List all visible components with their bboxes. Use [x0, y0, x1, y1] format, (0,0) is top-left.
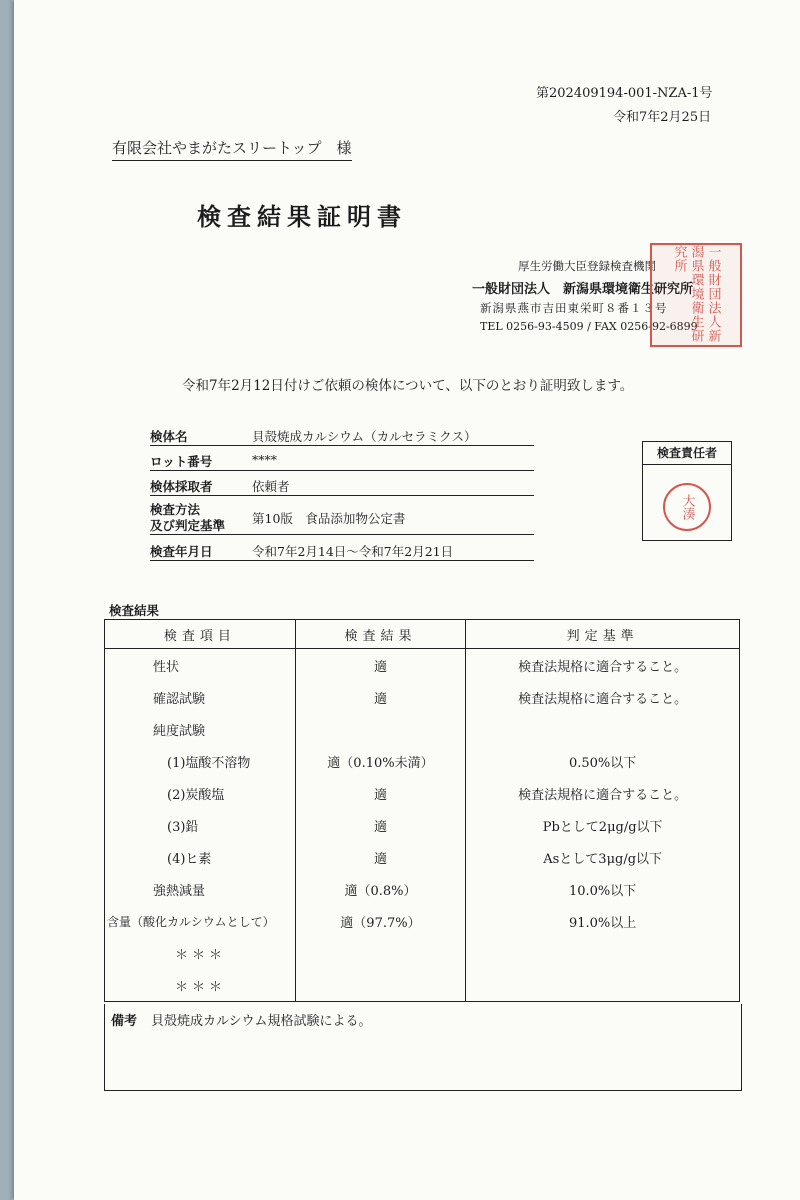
recipient: 有限会社やまがたスリートップ 様 [112, 137, 352, 161]
test-criterion: 検査法規格に適合すること。 [466, 681, 740, 713]
responsible-person-header: 検査責任者 [643, 442, 731, 465]
test-item: 強熱減量 [105, 873, 296, 905]
test-criterion: 検査法規格に適合すること。 [466, 777, 740, 809]
table-row [105, 777, 740, 809]
info-value: 貝殻焼成カルシウム（カルセラミクス） [252, 429, 477, 444]
info-label: ロット番号 [150, 454, 213, 469]
info-row-lot-number [150, 450, 534, 471]
test-result: 適 [295, 809, 466, 841]
info-row-sampler [150, 475, 534, 496]
info-label: 検体名 [150, 429, 188, 444]
page-title: 検査結果証明書 [197, 203, 407, 231]
certificate-page [14, 0, 800, 1200]
test-criterion [466, 969, 740, 1002]
test-result [295, 969, 466, 1002]
table-row [105, 745, 740, 777]
test-result: 適 [295, 841, 466, 873]
test-criterion: Pbとして2μg/g以下 [466, 809, 740, 841]
test-item: (2)炭酸塩 [105, 777, 296, 809]
results-header-row [105, 620, 740, 649]
test-result [295, 937, 466, 969]
document-number: 第202409194-001-NZA-1号 [536, 86, 713, 101]
test-criterion: Asとして3μg/g以下 [466, 841, 740, 873]
table-row [105, 713, 740, 745]
test-criterion [466, 713, 740, 745]
table-row [105, 649, 740, 682]
info-label: 検査方法 [150, 502, 201, 517]
test-item: 性状 [105, 649, 296, 682]
table-row [105, 873, 740, 905]
test-result: 適（0.8%） [295, 873, 466, 905]
info-label-line2: 及び判定基準 [150, 518, 226, 533]
test-result: 適 [295, 681, 466, 713]
issuer-name: 一般財団法人 新潟県環境衛生研究所 [472, 282, 694, 297]
table-row [105, 905, 740, 937]
test-item: 純度試験 [105, 713, 296, 745]
test-item: ＊＊＊ [105, 969, 296, 1002]
remarks-box [104, 1004, 742, 1091]
info-value: **** [252, 452, 277, 467]
test-criterion: 0.50%以下 [466, 745, 740, 777]
institution-seal [650, 243, 742, 347]
info-value: 依頼者 [252, 479, 290, 494]
test-result: 適 [295, 777, 466, 809]
responsible-person-seal-text: 大湊 [679, 494, 695, 520]
test-criterion: 検査法規格に適合すること。 [466, 649, 740, 682]
test-item: ＊＊＊ [105, 937, 296, 969]
remarks-text: 貝殻焼成カルシウム規格試験による。 [151, 1014, 372, 1029]
institution-seal-text: 一般財団法人新潟県環境衛生研究所 [671, 245, 721, 343]
info-label: 検体採取者 [150, 479, 213, 494]
test-item: (4)ヒ素 [105, 841, 296, 873]
test-criterion: 91.0%以上 [466, 905, 740, 937]
header-test-item: 検査項目 [105, 620, 296, 649]
test-result: 適（0.10%未満） [295, 745, 466, 777]
responsible-person-seal [663, 483, 711, 531]
issuer-registration: 厚生労働大臣登録検査機関 [518, 259, 656, 273]
header-criterion: 判定基準 [466, 620, 740, 649]
results-section-label: 検査結果 [109, 603, 160, 618]
test-item: 含量（酸化カルシウムとして） [105, 905, 296, 937]
info-value: 令和7年2月14日～令和7年2月21日 [252, 544, 454, 559]
test-result: 適 [295, 649, 466, 682]
intro-statement: 令和7年2月12日付けご依頼の検体について、以下のとおり証明致します。 [182, 378, 634, 394]
issuer-contact: TEL 0256-93-4509 / FAX 0256-92-6899 [480, 320, 698, 333]
table-row [105, 937, 740, 969]
test-item: (1)塩酸不溶物 [105, 745, 296, 777]
info-row-test-method [150, 500, 534, 535]
test-criterion [466, 937, 740, 969]
table-row [105, 841, 740, 873]
test-item: 確認試験 [105, 681, 296, 713]
info-label: 検査年月日 [150, 544, 213, 559]
responsible-person-box [642, 441, 732, 541]
info-value: 第10版 食品添加物公定書 [252, 511, 406, 526]
table-row [105, 969, 740, 1002]
info-row-test-dates [150, 540, 534, 561]
issue-date: 令和7年2月25日 [613, 110, 712, 125]
remarks-label: 備考 [111, 1014, 138, 1029]
test-item: (3)鉛 [105, 809, 296, 841]
test-result: 適（97.7%） [295, 905, 466, 937]
test-result [295, 713, 466, 745]
table-row [105, 809, 740, 841]
table-row [105, 681, 740, 713]
issuer-address: 新潟県燕市吉田東栄町８番１３号 [480, 301, 668, 315]
info-row-sample-name [150, 425, 534, 446]
test-criterion: 10.0%以下 [466, 873, 740, 905]
header-test-result: 検査結果 [295, 620, 466, 649]
results-table [104, 619, 740, 1002]
